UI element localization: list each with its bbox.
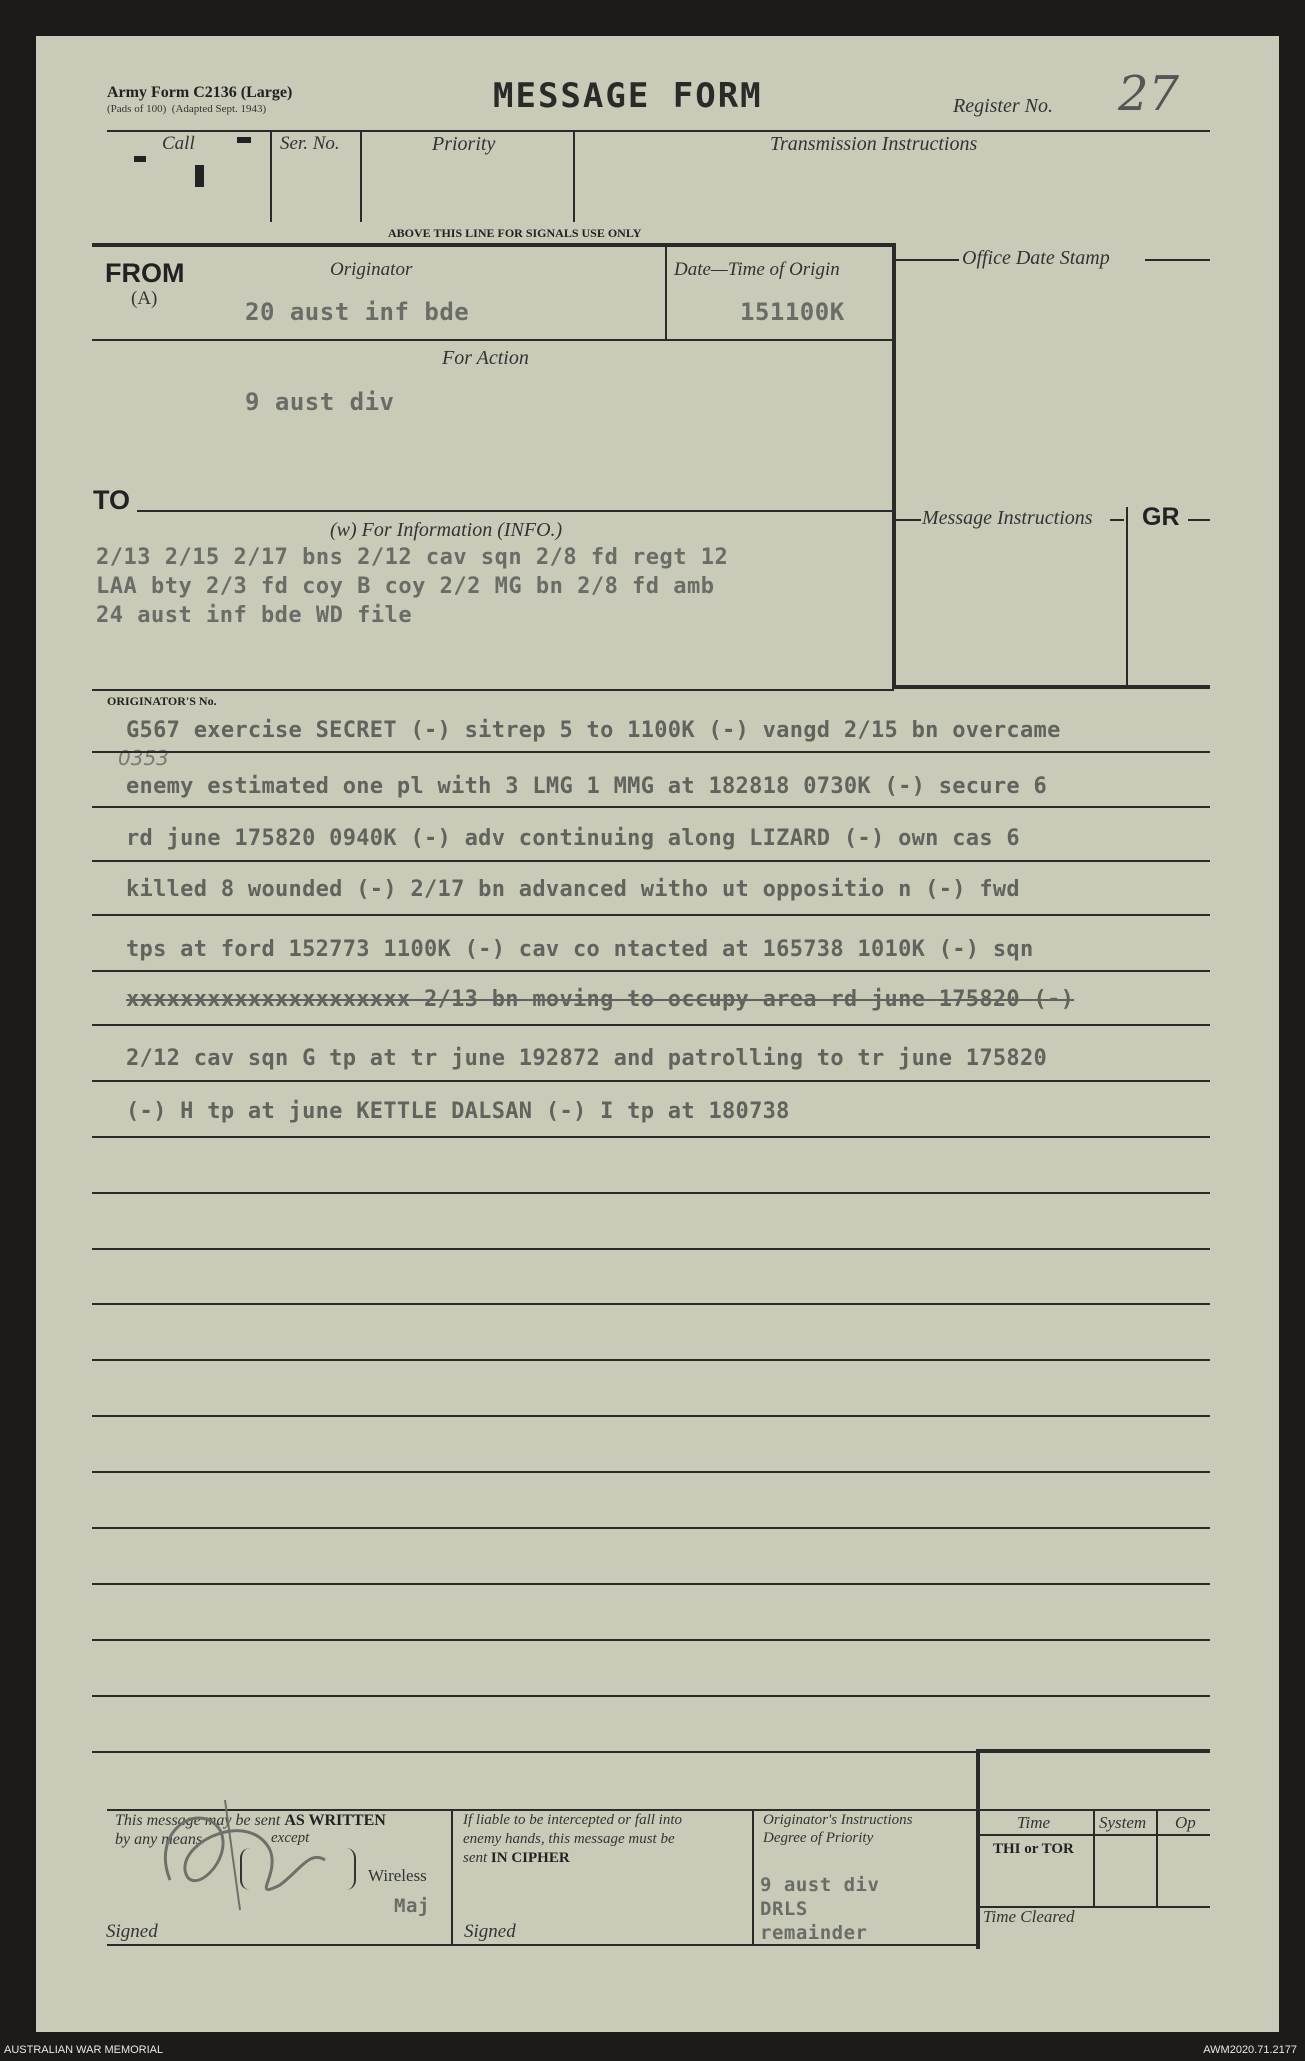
time-header-rule [976,1834,1210,1836]
by-any-means-text: by any means [115,1831,203,1848]
info-line: 2/13 2/15 2/17 bns 2/12 cav sqn 2/8 fd regt 12 [96,545,729,570]
cipher-line: If liable to be intercepted or fall into [463,1812,682,1828]
from-bottom-rule [92,339,894,341]
time-label: Time [1017,1813,1051,1832]
from-label: FROM [105,258,185,288]
info-label: (w) For Information (INFO.) [330,519,563,541]
ruled-line [92,1248,1210,1250]
to-rule [137,510,894,512]
stamp-rule-right [1145,259,1210,261]
message-line: killed 8 wounded (-) 2/17 bn advanced witho ut oppositio n (-) fwd [126,877,1020,902]
ser-no-label: Ser. No. [280,133,340,154]
message-line: 2/12 cav sqn G tp at tr june 192872 and patrolling to tr june 175820 [126,1046,1048,1071]
ruled-line [92,1415,1210,1417]
archive-credit: AUSTRALIAN WAR MEMORIAL [4,2044,164,2056]
army-form-number: Army Form C2136 (Large) [107,84,293,101]
maj-typed: Maj [394,1895,430,1917]
message-instructions-label: Message Instructions [922,507,1093,529]
cipher-line: sent [463,1850,488,1866]
ruled-line [92,1303,1210,1305]
from-sub-label: (A) [131,288,158,309]
dto-label: Date—Time of Origin [674,259,840,280]
originators-no-label: ORIGINATOR'S No. [107,694,217,708]
cipher-bold: IN CIPHER [490,1850,570,1866]
call-mark [134,156,146,162]
ruled-line [92,806,1210,808]
ruled-line [92,1080,1210,1082]
originators-rule [92,689,894,691]
msg-instr-rule-mid [1110,519,1124,521]
info-line: LAA bty 2/3 fd coy B coy 2/2 MG bn 2/8 fd amb [96,574,715,599]
ruled-line [92,751,1210,753]
call-mark-3 [195,165,204,187]
pads-text: (Pads of 100) [107,103,167,115]
priority-label: Priority [432,133,496,155]
message-line-struck: xxxxxxxxxxxxxxxxxxxxx 2/13 bn moving to occupy area rd june 175820 (-) [126,987,1075,1012]
orig-typed-line: remainder [760,1922,868,1944]
bottom-box-left [976,1749,980,1949]
accession-number: AWM2020.71.2177 [1203,2044,1297,2056]
stamp-rule-left [896,259,959,261]
message-line: rd june 175820 0940K (-) adv continuing along LIZARD (-) own cas 6 [126,826,1020,851]
ruled-line [92,1136,1210,1138]
ruled-line [92,1527,1210,1529]
transmission-label: Transmission Instructions [770,133,978,155]
signed-label-2: Signed [464,1921,516,1942]
call-mark-2 [237,137,251,143]
signals-divider-3 [573,130,575,222]
from-box-right [892,243,896,689]
message-line: enemy estimated one pl with 3 LMG 1 MMG at 182818 0730K (-) secure 6 [126,774,1048,799]
as-written-text: This message may be sent [115,1812,281,1829]
form-title: MESSAGE FORM [493,76,763,116]
time-system-divider [1093,1809,1095,1906]
side-box-bottom [892,685,1210,689]
gr-rule [1188,519,1210,521]
orig-typed-line: 9 aust div [760,1874,880,1896]
ruled-line [92,1471,1210,1473]
message-line: (-) H tp at june KETTLE DALSAN (-) I tp at 180738 [126,1099,790,1124]
dto-value: 151100K [740,298,845,326]
gr-divider [1126,507,1128,687]
ruled-line [92,970,1210,972]
for-action-value: 9 aust div [245,388,395,416]
originator-label: Originator [330,259,413,280]
above-line-note: ABOVE THIS LINE FOR SIGNALS USE ONLY [388,226,642,240]
bottom-divider-1 [451,1809,453,1944]
system-op-divider [1156,1809,1158,1906]
register-number: 27 [1118,66,1180,122]
signals-divider-2 [360,130,362,222]
ruled-line [92,860,1210,862]
ruled-line [92,1024,1210,1026]
orig-typed-block [760,1873,879,1945]
signature-scribble [130,1790,340,1920]
originator-value: 20 aust inf bde [245,298,470,326]
from-box-top [92,243,896,247]
adapted-text: (Adapted Sept. 1943) [171,103,267,115]
header-rule [107,130,1210,132]
message-line: G567 exercise SECRET (-) sitrep 5 to 1100K (-) vangd 2/15 bn overcame [126,718,1061,743]
message-line: tps at ford 152773 1100K (-) cav co ntacted at 165738 1010K (-) sqn [126,937,1034,962]
office-stamp-label: Office Date Stamp [962,247,1110,269]
dto-divider [665,245,667,339]
message-form-sheet [36,36,1279,2032]
orig-instructions [763,1811,912,1847]
gr-label: GR [1142,503,1180,531]
signals-divider-1 [270,130,272,222]
except-label: except [271,1830,310,1846]
ruled-line [92,1695,1210,1697]
orig-typed-line: DRLS [760,1898,808,1920]
register-label: Register No. [953,95,1053,117]
bottom-divider-2 [752,1809,754,1944]
ruled-line [92,1359,1210,1361]
msg-instr-rule-left [896,519,921,521]
op-label: Op [1175,1813,1196,1832]
cipher-note [463,1811,682,1868]
pads-note [107,103,266,115]
for-action-label: For Action [442,347,529,369]
to-label: TO [93,485,131,515]
orig-instr-line: Degree of Priority [763,1830,874,1846]
wireless-label: Wireless [368,1866,427,1885]
cipher-line: enemy hands, this message must be [463,1831,675,1847]
ruled-line [92,1583,1210,1585]
call-label: Call [162,133,195,154]
ruled-line [92,1639,1210,1641]
info-line: 24 aust inf bde WD file [96,603,413,628]
system-label: System [1099,1813,1147,1832]
ruled-line [92,914,1210,916]
thi-tor-label: THI or TOR [993,1841,1074,1857]
originators-no-handwritten: 0353 [118,746,169,770]
signed-label: Signed [106,1921,158,1942]
info-addressees [96,543,728,630]
ruled-line [92,1192,1210,1194]
time-cleared-label: Time Cleared [983,1907,1075,1926]
orig-instr-line: Originator's Instructions [763,1812,913,1828]
bottom-thick-rule [976,1749,1210,1753]
as-written-bold: AS WRITTEN [284,1812,386,1829]
